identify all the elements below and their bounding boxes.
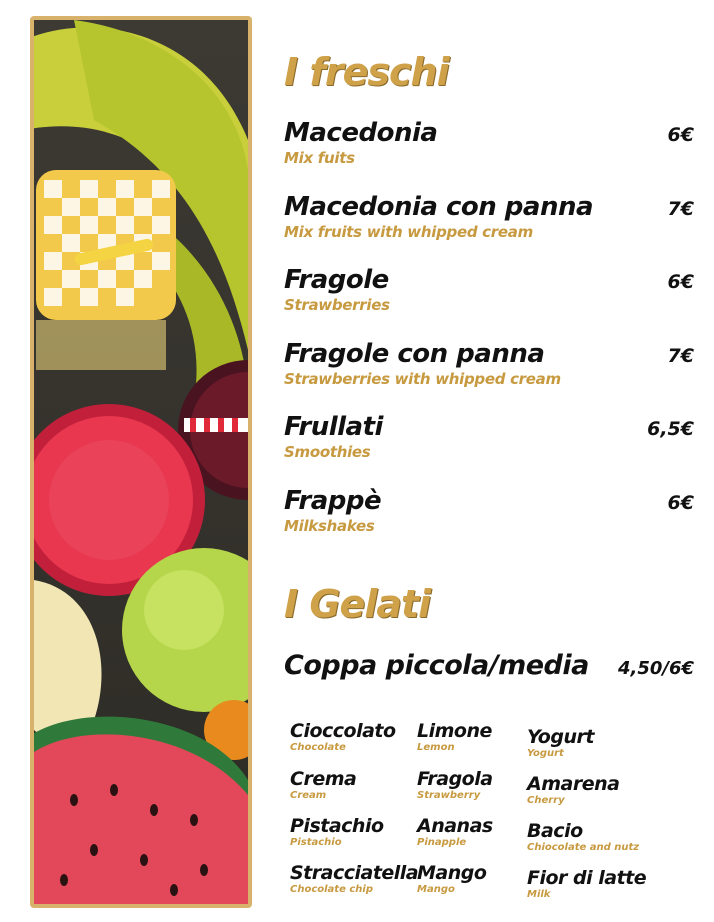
flavor-translation: Cherry [527, 795, 565, 806]
flavor-item [417, 768, 493, 802]
item-translation: Milkshakes [284, 517, 375, 535]
flavor-name: Cioccolato [290, 720, 396, 742]
flavor-translation: Yogurt [527, 748, 564, 759]
menu-item [284, 118, 694, 167]
flavor-name: Crema [290, 768, 357, 790]
item-translation: Smoothies [284, 443, 371, 461]
flavor-item [527, 820, 639, 854]
flavor-item [290, 720, 396, 754]
item-name: Macedonia [284, 118, 438, 148]
flavor-item [527, 773, 619, 807]
coppa-name: Coppa piccola/media [284, 650, 589, 681]
flavor-item [417, 815, 493, 849]
menu-item [284, 192, 694, 241]
flavor-name: Stracciatella [290, 862, 419, 884]
flavor-translation: Strawberry [417, 790, 481, 801]
item-translation: Strawberries with whipped cream [284, 370, 561, 388]
item-price: 6,5€ [647, 418, 694, 440]
coppa-price: 4,50/6€ [617, 658, 694, 679]
flavor-translation: Chocolate chip [290, 884, 373, 895]
menu-item [284, 339, 694, 388]
item-name: Fragole [284, 265, 389, 295]
flavor-translation: Cream [290, 790, 327, 801]
flavor-translation: Chiocolate and nutz [527, 842, 640, 853]
item-translation: Strawberries [284, 296, 390, 314]
flavor-name: Ananas [417, 815, 493, 837]
flavor-translation: Chocolate [290, 742, 346, 753]
item-name: Frappè [284, 486, 382, 516]
flavor-item [417, 862, 486, 896]
flavor-item [290, 862, 418, 896]
item-price: 6€ [667, 492, 694, 514]
flavor-name: Pistachio [290, 815, 384, 837]
item-translation: Mix fruits with whipped cream [284, 223, 533, 241]
item-translation: Mix fuits [284, 149, 355, 167]
flavor-translation: Lemon [417, 742, 455, 753]
flavor-name: Mango [417, 862, 487, 884]
item-name: Fragole con panna [284, 339, 545, 369]
item-price: 7€ [667, 345, 694, 367]
coppa-row [284, 650, 694, 681]
flavor-translation: Pinapple [417, 837, 467, 848]
flavor-translation: Mango [417, 884, 455, 895]
menu-item [284, 486, 694, 535]
flavor-translation: Pistachio [290, 837, 342, 848]
flavor-item [290, 815, 384, 849]
item-name: Frullati [284, 412, 383, 442]
flavor-item [417, 720, 492, 754]
flavor-item [527, 726, 594, 760]
item-price: 7€ [667, 198, 694, 220]
item-name: Macedonia con panna [284, 192, 594, 222]
flavor-item [527, 867, 646, 901]
section-title-freschi: I freschi [284, 50, 449, 94]
flavor-translation: Milk [527, 889, 551, 900]
flavor-name: Bacio [527, 820, 583, 842]
fruit-illustration [34, 20, 248, 904]
flavor-name: Limone [417, 720, 492, 742]
item-price: 6€ [667, 271, 694, 293]
flavor-name: Fior di latte [527, 867, 647, 889]
flavor-item [290, 768, 356, 802]
section-title-gelati: I Gelati [284, 582, 431, 626]
item-price: 6€ [667, 124, 694, 146]
apple-slice [34, 580, 102, 737]
menu-item [284, 412, 694, 461]
menu-item [284, 265, 694, 314]
flavor-name: Yogurt [527, 726, 594, 748]
flavor-name: Fragola [417, 768, 493, 790]
flavor-name: Amarena [527, 773, 620, 795]
fruit-photo [30, 16, 252, 908]
